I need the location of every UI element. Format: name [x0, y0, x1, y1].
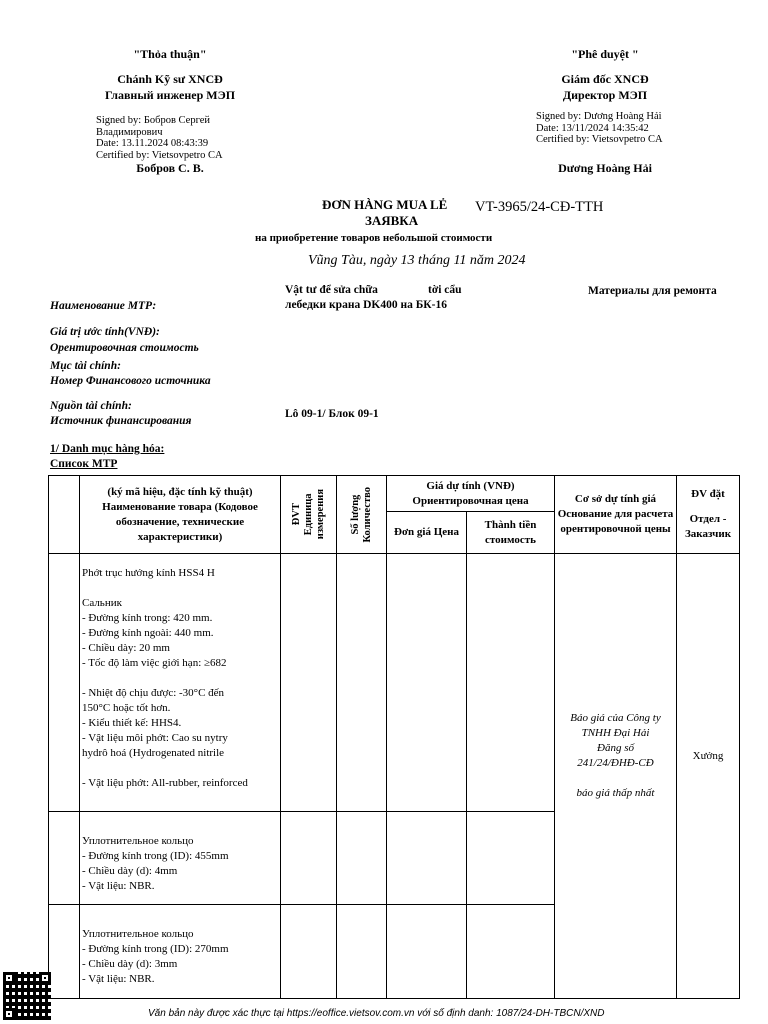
approval-label: "Phê duyệt " — [571, 47, 639, 61]
item-line: - Vật liệu môi phớt: Cao su nytry — [82, 732, 228, 744]
header-dept-ru: Отдел - Заказчик — [684, 513, 732, 540]
director-title-ru: Директор МЭП — [562, 88, 648, 102]
goods-table — [48, 475, 740, 999]
item-line: - Đường kính trong (ID): 455mm — [82, 850, 229, 862]
item-line: - Vật liệu: NBR. — [82, 973, 155, 985]
mtr-value-vi-b: tời cẩu — [428, 284, 462, 296]
chief-engineer-title-ru: Главный инженер МЭП — [104, 88, 236, 102]
finance-source-label-ru: Источник финансирования — [50, 415, 192, 427]
list-heading-vi: 1/ Danh mục hàng hóa: — [50, 443, 165, 455]
left-signed-by-2: Владимирович — [96, 126, 163, 138]
basis-line: báo giá thấp nhất — [576, 787, 655, 799]
left-sign-date: Date: 13.11.2024 08:43:39 — [96, 138, 209, 149]
header-basis: Cơ sở dự tính giá Основание для расчета орентировочной цены — [555, 476, 677, 554]
item-line: - Nhiệt độ chịu được: -30°C đến — [82, 687, 225, 699]
item-line: Уплотнительное кольцо — [82, 835, 194, 847]
header-dept — [677, 476, 740, 554]
basis-line — [557, 771, 674, 786]
finance-source-label-vi: Nguồn tài chính: — [50, 400, 132, 412]
right-signer-name: Dương Hoàng Hải — [558, 161, 652, 175]
mtr-value-vi-a: Vật tư để sửa chữa — [285, 284, 378, 296]
item-description — [80, 905, 281, 999]
right-signature-block — [536, 111, 663, 146]
basis-line: TNHH Đại Hải — [581, 727, 650, 739]
right-signed-by: Signed by: Dương Hoàng Hải — [536, 111, 662, 122]
item-line: - Chiều dày (d): 3mm — [82, 958, 178, 970]
item-line: Phớt trục hướng kính HSS4 H — [82, 567, 215, 579]
item-line: Сальник — [82, 597, 122, 609]
estimate-label-vi: Giá trị ước tính(VNĐ): — [50, 326, 160, 338]
order-title-ru: ЗАЯВКА — [365, 213, 419, 228]
item-line: - Đường kính trong: 420 mm. — [82, 612, 213, 624]
item-line: - Đường kính trong (ID): 270mm — [82, 943, 229, 955]
basis-line: 241/24/ĐHĐ-CĐ — [577, 757, 654, 769]
item-line: - Chiều dày: 20 mm — [82, 642, 170, 654]
item-description — [80, 812, 281, 905]
item-line: - Đường kính ngoài: 440 mm. — [82, 627, 214, 639]
header-total: Thành tiền стоимость — [467, 512, 555, 554]
ordering-dept: Xưởng — [677, 554, 740, 999]
item-line: 150°C hoặc tốt hơn. — [82, 702, 171, 714]
left-signed-by: Signed by: Бобров Сергей — [96, 115, 211, 126]
header-unit-price: Đơn giá Цена — [387, 512, 467, 554]
mtr-label: Наименование МТР: — [50, 300, 157, 312]
finance-item-label-ru: Номер Финансового источника — [50, 375, 211, 387]
item-line: Уплотнительное кольцо — [82, 928, 194, 940]
table-row — [49, 554, 740, 812]
header-dept-vi: ĐV đặt — [691, 488, 725, 500]
left-certified: Certified by: Vietsovpetro CA — [96, 149, 223, 161]
mtr-value-ru-right: Материалы для ремонта — [588, 285, 717, 297]
finance-source-value: Lô 09-1/ Блок 09-1 — [285, 408, 379, 420]
mtr-value-ru: лебедки крана DK400 на БК-16 — [285, 299, 447, 311]
item-line: - Vật liệu phớt: All-rubber, reinforced — [82, 777, 248, 789]
item-line: hydrô hoá (Hydrogenated nitrile — [82, 747, 225, 759]
finance-item-label-vi: Mục tài chính: — [50, 360, 121, 372]
item-line — [82, 761, 278, 776]
list-heading-ru: Список МТР — [50, 458, 118, 470]
place-date: Vũng Tàu, ngày 13 tháng 11 năm 2024 — [308, 253, 526, 268]
order-subtitle-ru: на приобретение товаров небольшой стоимости — [255, 232, 493, 244]
item-line: - Kiểu thiết kế: HHS4. — [82, 717, 182, 729]
item-line: - Chiều dày (d): 4mm — [82, 865, 178, 877]
agreement-label: "Thỏa thuận" — [133, 47, 207, 61]
header-qty: Số lượng Количество — [337, 476, 387, 554]
director-title-vi: Giám đốc XNCĐ — [561, 72, 649, 86]
right-certified: Certified by: Vietsovpetro CA — [536, 134, 663, 145]
item-description — [80, 554, 281, 812]
order-number: VT-3965/24-CĐ-TTH — [475, 199, 604, 215]
header-item-name: (ký mã hiệu, đặc tính kỹ thuật) Наименование товара (Кодовое обозначение, технические характеристики) — [80, 476, 281, 554]
left-signer-name: Бобров С. В. — [136, 161, 204, 175]
item-line — [82, 581, 278, 596]
estimate-label-ru: Орентировочная стоимость — [50, 342, 199, 354]
item-line: - Tốc độ làm việc giới hạn: ≥682 — [82, 657, 227, 669]
basis-line: Báo giá của Công ty — [570, 712, 661, 724]
qr-code — [3, 972, 51, 1020]
left-signature-block — [96, 115, 223, 161]
verification-footer: Văn bản này được xác thực tại https://eoffice.vietsov.com.vn với số định danh: 1087/24-DH-TBCN/XND — [148, 1008, 605, 1019]
item-line — [82, 671, 278, 686]
right-sign-date: Date: 13/11/2024 14:35:42 — [536, 122, 649, 134]
price-basis — [555, 554, 677, 999]
header-unit: ĐVT Единица измерения — [281, 476, 337, 554]
item-line: - Vật liệu: NBR. — [82, 880, 155, 892]
chief-engineer-title-vi: Chánh Kỹ sư XNCĐ — [117, 72, 223, 86]
basis-line: Đăng số — [597, 742, 634, 754]
header-stt — [49, 476, 80, 554]
header-price-group: Giá dự tính (VNĐ) Ориентировочная цена — [387, 476, 555, 512]
order-title-vi: ĐƠN HÀNG MUA LẺ — [322, 197, 448, 212]
